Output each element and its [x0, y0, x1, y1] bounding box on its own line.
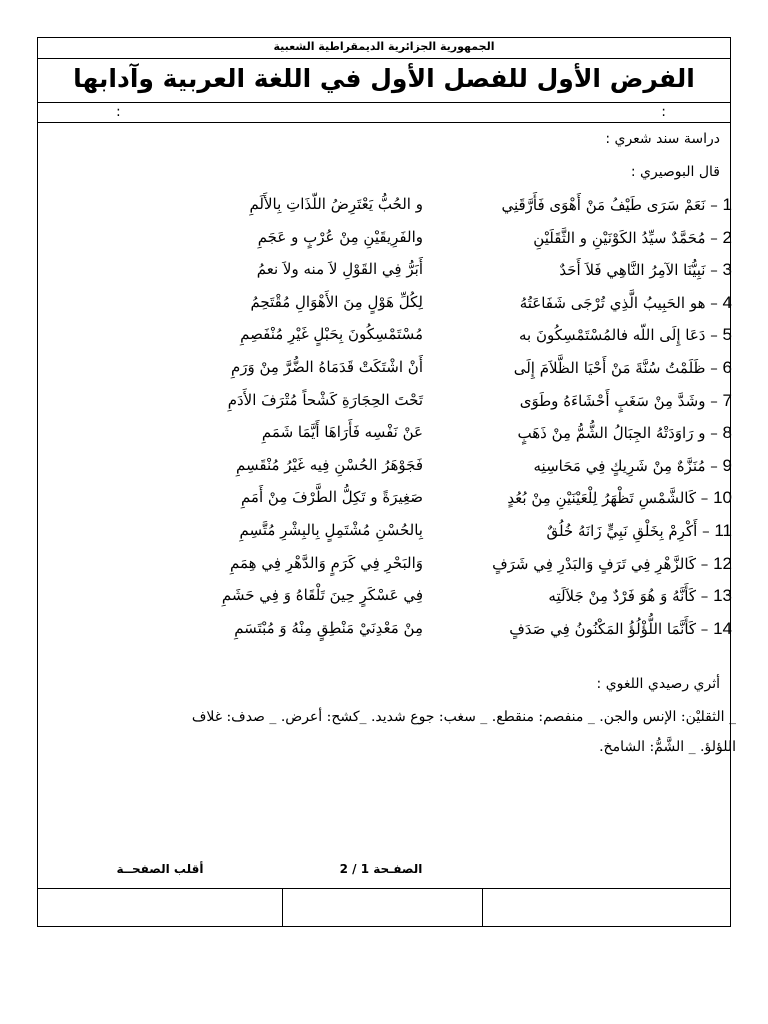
verse-first-hemistich: 13 – كَأَنَّهُ وَ هُوَ فَرْدٌ مِنْ جَلاَلَتِه [548, 586, 732, 606]
verse-first-hemistich: 3 – نَبِيُّنَا الآمِرُ النَّاهِي فَلاَ أَحَدٌ [559, 260, 732, 280]
glossary-line: اللؤلؤ. _ الشَّمُّ: الشامخ. [599, 739, 736, 755]
verse-first-hemistich: 14 – كَأَنَّمَا اللُّؤْلُؤُ المَكْنُونُ فِي صَدَفٍ [509, 618, 732, 638]
divider [38, 122, 730, 123]
verse-number: 11 [714, 521, 732, 540]
verse-second-hemistich: بِالحُسْنِ مُشْتَمِلٍ بِالبِشْرِ مُتَّسِمِ [239, 521, 423, 539]
verse-number: 13 [713, 586, 732, 606]
verse-second-hemistich: والفَرِيقَيْنِ مِنْ عُرْبٍ و عَجَمِ [257, 227, 423, 246]
verse-first-hemistich: 1 – نَعَمْ سَرَى طَيْفُ مَنْ أَهْوَى فَأَرَّقَنِي [501, 195, 732, 214]
verse-first-hemistich: 10 – كَالشَّمْسِ تَظْهَرُ لِلْعَيْنَيْنِ مِنْ بُعُدٍ [507, 488, 732, 508]
verse-second-hemistich: مِنْ مَعْدِنَيْ مَنْطِقٍ مِنْهُ وَ مُبْتَسَمِ [234, 618, 423, 637]
verse-number: 5 [722, 325, 732, 345]
verse-number: 1 [722, 195, 732, 214]
page-number: الصفـحة 1 / 2 [339, 862, 423, 876]
verse-number: 8 [722, 423, 732, 443]
glossary [106, 702, 736, 762]
info-left: : [116, 104, 121, 120]
divider [38, 58, 730, 59]
verse-text: كَأَنَّمَا اللُّؤْلُؤُ المَكْنُونُ فِي صَدَفٍ [509, 619, 697, 638]
verse-second-hemistich: أَنْ اشْتَكَتْ قَدَمَاهُ الضُّرَّ مِنْ وَرَمِ [230, 358, 423, 376]
info-right: : [661, 104, 666, 120]
verse-number: 2 [722, 227, 732, 247]
verse-second-hemistich: لِكُلِّ هَوْلٍ مِنَ الأَهْوَالِ مُقْتَحِمُ [250, 292, 423, 311]
verse-first-hemistich: 2 – مُحَمَّدٌ سيِّدُ الكَوْنَيْنِ و الثَّقَلَيْنِ [533, 227, 732, 247]
verse-second-hemistich: فِي عَسْكَرٍ حِينَ تَلْقَاهُ وَ فِي حَشَمِ [221, 586, 423, 605]
verse-first-hemistich: 6 – ظَلَمْتُ سُنَّةَ مَنْ أَحْيَا الظَّلاَمَ إِلَى [513, 358, 732, 377]
footer-divider [482, 888, 483, 926]
verse-second-hemistich: تَحْتَ الحِجَارَةِ كَشْحاً مُتْرَفَ الأَدَمِ [227, 390, 423, 409]
verse-text: مُنَزَّهٌ مِنْ شَرِيكٍ فِي مَحَاسِنِه [533, 456, 706, 475]
verse-text: دَعَا إِلَى اللّه فالمُسْتَمْسِكُونَ به [519, 326, 706, 345]
verse-first-hemistich: 4 – هو الحَبِيبُ الَّذِي تُرْجَى شَفَاعَتُهُ [519, 292, 732, 312]
verse-number: 14 [713, 618, 732, 638]
turn-page-label: أقلب الصفحــة [116, 862, 204, 876]
verse-number: 4 [722, 292, 732, 312]
section-study: دراسة سند شعري : [605, 131, 720, 147]
verse-second-hemistich: أَبَرُّ فِي القَوْلِ لاَ منه ولاَ نعمُ [256, 260, 423, 279]
verse-second-hemistich: صَغِيرَةً و تَكِلُّ الطَّرْفَ مِنْ أَمَمِ [240, 488, 423, 507]
footer-divider [282, 888, 283, 926]
verse-text: نَعَمْ سَرَى طَيْفُ مَنْ أَهْوَى فَأَرَّقَنِي [501, 196, 706, 214]
verse-second-hemistich: عَنْ نَفْسِه فَأَرَاهَا أَيَّمَا شَمَمِ [261, 423, 423, 442]
verse-first-hemistich: 11 – أَكْرِمْ بِخَلْقِ نَبِيٍّ زَانَهُ خُلُقٌ [546, 521, 732, 540]
verse-text: و رَاوَدَتْهُ الجِبَالُ الشُّمُّ مِنْ ذَهَبٍ [517, 424, 706, 443]
verse-number: 12 [713, 553, 732, 573]
verse-text: مُحَمَّدٌ سيِّدُ الكَوْنَيْنِ و الثَّقَلَيْنِ [533, 228, 706, 247]
verse-second-hemistich: وَالبَحْرِ فِي كَرَمٍ وَالدَّهْرِ فِي هِمَمِ [230, 553, 423, 572]
verse-second-hemistich: و الحُبُّ يَعْتَرِضُ اللّذَاتِ بِالأَلَمِ [249, 195, 423, 213]
verse-number: 3 [722, 260, 732, 280]
verse-text: كَالزَّهْرِ فِي تَرَفٍ وَالبَدْرِ فِي شَرَفٍ [492, 554, 697, 573]
verse-text: نَبِيُّنَا الآمِرُ النَّاهِي فَلاَ أَحَدٌ [559, 261, 706, 280]
section-vocab: أثري رصيدي اللغوي : [596, 676, 720, 692]
verse-text: أَكْرِمْ بِخَلْقِ نَبِيٍّ زَانَهُ خُلُقٌ [546, 522, 698, 540]
verse-first-hemistich: 7 – وشَدَّ مِنْ سَغَبٍ أَحْشَاءَهُ وطَوَى [519, 390, 732, 410]
republic-header: الجمهورية الجزائرية الديمقراطية الشعبية [273, 40, 495, 53]
glossary-line: _ الثقليْن: الإنس والجن. _ منفصم: منقطع. _ سغب: جوع شديد. _كشح: أعرض. _ صدف: غلاف [191, 709, 736, 725]
verse-number: 7 [722, 390, 732, 410]
verse-second-hemistich: مُسْتَمْسِكُونَ بِحَبْلٍ غَيْرِ مُنْفَصِمِ [240, 325, 423, 344]
verse-text: كَالشَّمْسِ تَظْهَرُ لِلْعَيْنَيْنِ مِنْ بُعُدٍ [507, 489, 697, 508]
exam-title: الفرض الأول للفصل الأول في اللغة العربية وآدابها [73, 64, 695, 93]
exam-frame [37, 37, 731, 927]
verse-number: 9 [722, 455, 732, 475]
divider [38, 102, 730, 103]
verse-first-hemistich: 5 – دَعَا إِلَى اللّه فالمُسْتَمْسِكُونَ به [519, 325, 732, 345]
verse-text: هو الحَبِيبُ الَّذِي تُرْجَى شَفَاعَتُهُ [519, 293, 706, 312]
verse-second-hemistich: فَجَوْهَرُ الحُسْنِ فِيه غَيْرُ مُنْقَسِمِ [236, 455, 423, 474]
verse-number: 6 [722, 358, 732, 377]
verse-first-hemistich: 9 – مُنَزَّهٌ مِنْ شَرِيكٍ فِي مَحَاسِنِه [533, 455, 732, 475]
verse-text: ظَلَمْتُ سُنَّةَ مَنْ أَحْيَا الظَّلاَمَ إِلَى [513, 359, 706, 377]
verse-number: 10 [713, 488, 732, 508]
verse-text: كَأَنَّهُ وَ هُوَ فَرْدٌ مِنْ جَلاَلَتِه [548, 587, 697, 606]
verse-first-hemistich: 8 – و رَاوَدَتْهُ الجِبَالُ الشُّمُّ مِنْ ذَهَبٍ [517, 423, 732, 443]
verse-text: وشَدَّ مِنْ سَغَبٍ أَحْشَاءَهُ وطَوَى [519, 391, 706, 410]
section-poet: قال البوصيري : [630, 164, 720, 180]
footer-divider [38, 888, 730, 889]
verse-first-hemistich: 12 – كَالزَّهْرِ فِي تَرَفٍ وَالبَدْرِ فِي شَرَفٍ [492, 553, 732, 573]
